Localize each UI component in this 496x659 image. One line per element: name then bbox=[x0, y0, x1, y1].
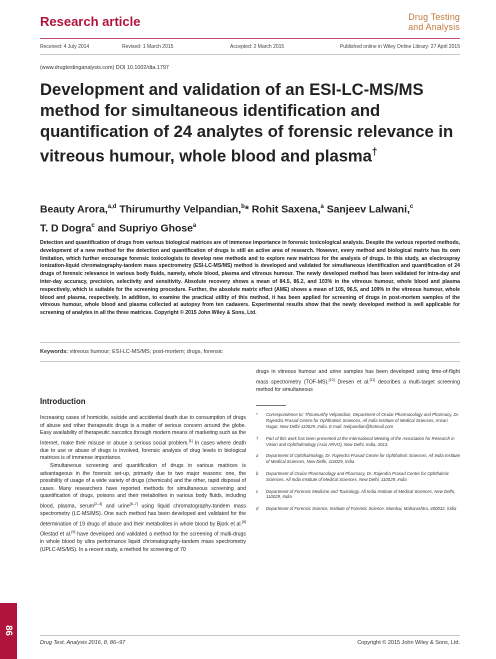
doi-line[interactable]: (www.drugtestinganalysis.com) DOI 10.1002/dta.1797 bbox=[40, 65, 169, 71]
author-1: Beauty Arora, bbox=[40, 204, 108, 216]
revised-date: Revised: 1 March 2015 bbox=[122, 44, 174, 50]
author-2-sep: * bbox=[244, 204, 252, 216]
keywords-label: Keywords: bbox=[40, 349, 69, 355]
journal-name bbox=[408, 12, 460, 32]
right-column bbox=[256, 369, 460, 518]
ref-link[interactable]: [9] bbox=[71, 529, 76, 534]
ref-link[interactable]: [11] bbox=[369, 377, 376, 382]
author-6-affil: a bbox=[192, 223, 197, 230]
keywords-text: vitreous humour; ESI-LC-MS/MS; post-mortem; drugs, forensic bbox=[68, 349, 223, 355]
abstract: Detection and quantification of drugs from various biological matrices are of immense importance in forensic toxicological analysis. Despite the various reported methods, development of a new method for the detection and quantification of drugs is still an active area of research. However, every method and biological matrix has its own limitation, which further encourage forensic toxicologists to develop new methods and to explore new matrices for the analysis of drugs. In this study, an electrospray ionization-liquid chromatography-tandem mass spectrometry (ESI-LC-MS/MS) method is developed and validated for simultaneous identification and quantification of 24 drugs of forensic relevance in various body fluids, namely, whole blood, plasma and vitreous humour. The newly developed method has been validated for intra-day and inter-day accuracy, precision, selectivity and sensitivity. Absolute recovery shows a mean of 84.5, 86.2, and 103% in the vitreous humour, whole blood and plasma respectively, which is suitable for the screening procedure. Further, the absolute matrix effect (AME) shows a mean of 105, 96.5, and 109% in the vitreous humour, whole blood and plasma, respectively. In addition, to examine the practical utility of this method, it has been applied for screening of drugs in post-mortem samples of the vitreous humour, whole blood and plasma collected at autopsy from ten cadavers. Experimental results show that the newly developed method is well applicable for screening of analytes in all the three matrices. Copyright © 2015 John Wiley & Sons, Ltd. bbox=[40, 240, 460, 317]
author-3: Rohit Saxena, bbox=[251, 204, 321, 216]
keywords bbox=[40, 349, 460, 355]
section-label: Research article bbox=[40, 14, 141, 29]
intro-paragraph-3: drugs in vitreous humour and urine samples has been developed using time-of-flight mass spectrometry (TOF-MS).[10] Dresen et al.[11] describes a multi-target screening method for simultaneous bbox=[256, 369, 460, 393]
copyright-notice: Copyright © 2015 John Wiley & Sons, Ltd. bbox=[357, 640, 460, 646]
header-rule bbox=[40, 38, 460, 39]
running-header bbox=[40, 14, 460, 40]
intro-paragraph-1: Increasing cases of homicide, suicide and accidental death due to consumption of drugs of abuse and other therapeutic drugs is a matter of serious concern around the globe. Easy availability of therapeutic narcotics through modern means of marketing such as the Internet, make their misuse or abuse a serious social problem.[1] In cases where death due to use or abuse of drugs is involved, forensic analysis of drug levels in biological matrices is of immense importance. bbox=[40, 415, 246, 462]
title-footnote-mark[interactable]: † bbox=[371, 147, 378, 158]
author-2-affil: b bbox=[241, 204, 245, 210]
footer-rule bbox=[40, 635, 460, 636]
footnote-affiliation-b: b Department of Ocular Pharmacology and Pharmacy, Dr. Rajendra Prasad Centre for Ophthalmic Sciences, All India Institute of Medical Sciences, New Delhi, 110029, India bbox=[256, 470, 449, 482]
left-column bbox=[40, 369, 246, 554]
ref-link[interactable]: [8] bbox=[242, 519, 246, 524]
journal-name-line1: Drug Testing bbox=[408, 12, 460, 22]
page-number: 86 bbox=[3, 625, 14, 636]
dates-rule bbox=[40, 54, 460, 55]
journal-citation: Drug Test. Analysis 2016, 8, 86–97 bbox=[40, 640, 126, 646]
published-date: Published online in Wiley Online Library: 27 April 2015 bbox=[339, 44, 460, 50]
received-date: Received: 4 July 2014 bbox=[40, 44, 90, 50]
footnote-correspondence: * Correspondence to: Thirumurthy Velpandian, Department of Ocular Pharmacology and Pharmacy, Dr. Rajendra Prasad Centre for Ophthalmic Sciences, All India Institute of Medical Sciences, Ansari Nagar, New Delhi-110029, India. E-mail: tvelpandian@hotmail.com bbox=[256, 412, 460, 429]
author-4: Sanjeev Lalwani, bbox=[326, 204, 410, 216]
article-title-text: Development and validation of an ESI-LC-MS/MS method for simultaneous identification and quantification of 24 analytes of forensic relevance in vitreous humour, whole blood and plasma bbox=[40, 80, 454, 166]
accepted-date: Accepted: 2 March 2015 bbox=[230, 44, 285, 50]
footnote-affiliation-a: a Department of Ophthalmology, Dr. Rajendra Prasad Centre for Ophthalmic Sciences, All India Institute of Medical Sciences, New Delhi, 110029, India bbox=[256, 453, 461, 465]
author-6: and Supriyo Ghose bbox=[97, 223, 193, 235]
ref-link[interactable]: [10] bbox=[328, 377, 335, 382]
footnote-affiliation-c: c Department of Forensic Medicine and Toxicology, All India Institute of Medical Sciences, New Delhi, 110029, India bbox=[256, 488, 455, 500]
intro-heading: Introduction bbox=[40, 397, 86, 406]
footnote-affiliation-d: d Department of Forensic Science, Institute of Forensic Science, Mumbai, Maharashtra, 400032, India bbox=[256, 506, 457, 512]
abstract-rule bbox=[40, 342, 460, 343]
author-list bbox=[40, 199, 470, 238]
article-title bbox=[40, 79, 470, 167]
ref-link[interactable]: [1] bbox=[188, 438, 193, 443]
ref-link[interactable]: [5–7] bbox=[129, 501, 138, 506]
keywords-rule bbox=[40, 361, 460, 362]
page-number-tab bbox=[0, 603, 17, 659]
author-5-affil: c bbox=[91, 223, 95, 230]
author-2: Thirumurthy Velpandian, bbox=[119, 204, 242, 216]
footnote-rule bbox=[256, 405, 286, 406]
author-5: T. D Dogra bbox=[40, 223, 92, 235]
author-3-affil: a bbox=[320, 204, 324, 210]
author-1-affil: a,d bbox=[107, 204, 117, 210]
journal-name-line2: and Analysis bbox=[408, 22, 460, 32]
intro-paragraph-2: Simultaneous screening and quantification of drugs in various matrices is advantageous in the forensic set-up, primarily due to two major reasons: one, the possibility of usage of a wide variety of drugs (chemicals) and the other, rapid disposal of cases. Many researchers have reported methods for simultaneous screening and quantification of drugs, poisons and their metabolites in various body fluids, including blood, plasma, serum[2–4] and urine[5–7] using liquid chromatography-tandem mass spectrometry (LC-MS/MS). One such method has been developed and validated for the determination of 19 drugs of abuse and their metabolites in whole blood by Bjork et al.[8] Olestad et al.[9] have developed and validated a method for the screening of multi-drugs in whole blood by ultra performance liquid chromatography-tandem mass spectrometry (UPLC-MS/MS). In a recent study, a method for screening of 70 bbox=[40, 463, 246, 553]
ref-link[interactable]: [2–4] bbox=[94, 501, 103, 506]
author-4-affil: c bbox=[409, 204, 414, 210]
footnote-presentation: † Part of this work has been presented at the International Meeting of the Association for Research in Vision and Ophthalmology (Asia ARVO), New Delhi, India, 2013. bbox=[256, 435, 455, 447]
